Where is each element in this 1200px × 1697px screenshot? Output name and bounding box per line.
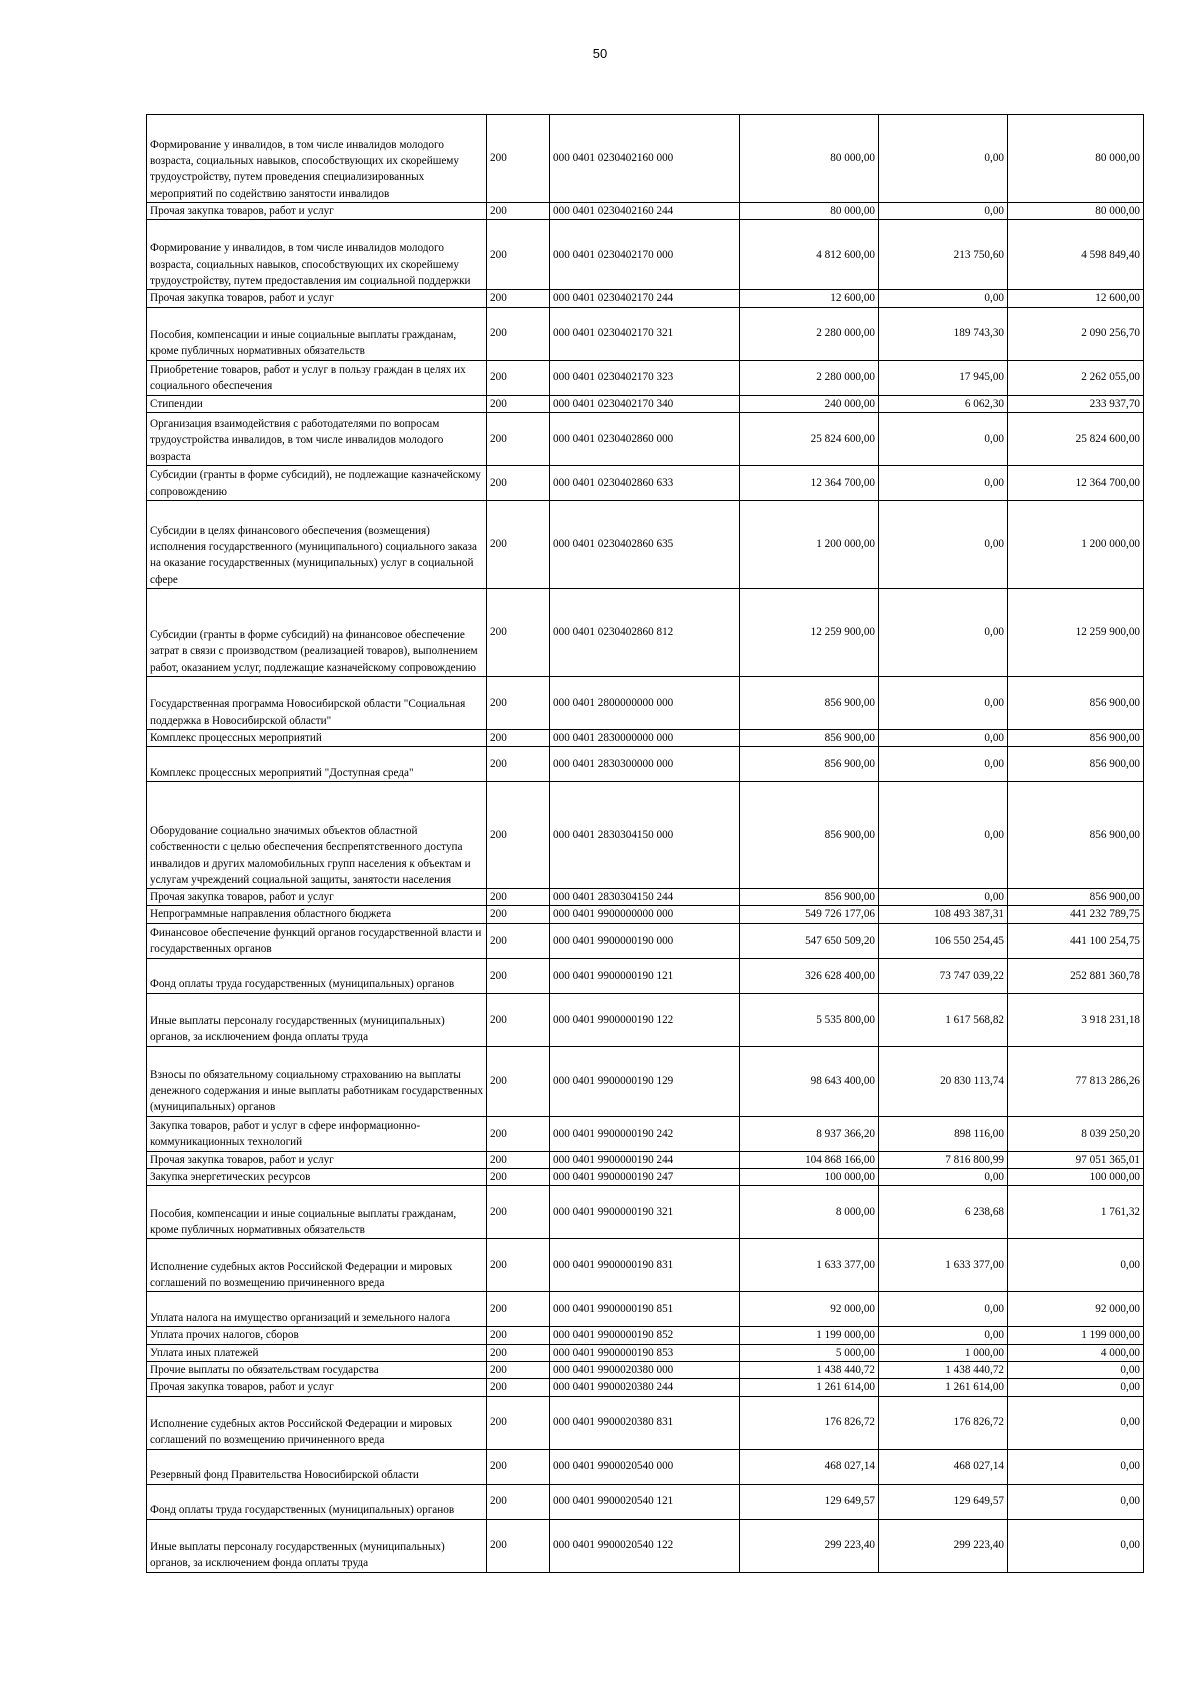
row-kbk-cell: 000 0401 0230402860 000 [550, 412, 740, 465]
row-approved-amount: 856 900,00 [740, 782, 879, 889]
row-executed-amount: 1 438 440,72 [879, 1361, 1008, 1378]
row-remaining-amount: 92 000,00 [1008, 1292, 1144, 1327]
row-approved-amount: 4 812 600,00 [740, 220, 879, 290]
table-row [147, 1169, 1144, 1186]
row-approved-amount: 856 900,00 [740, 747, 879, 782]
row-kbk-cell: 000 0401 9900000190 122 [550, 993, 740, 1046]
row-code-cell: 200 [487, 395, 550, 412]
row-remaining-amount: 856 900,00 [1008, 747, 1144, 782]
row-executed-amount: 213 750,60 [879, 220, 1008, 290]
row-name-cell: Пособия, компенсации и иные социальные выплаты гражданам, кроме публичных нормативных обязательств [147, 307, 487, 360]
row-executed-amount: 1 617 568,82 [879, 993, 1008, 1046]
row-code-cell: 200 [487, 729, 550, 746]
row-executed-amount: 6 238,68 [879, 1186, 1008, 1239]
row-name-cell: Стипендии [147, 395, 487, 412]
row-approved-amount: 5 000,00 [740, 1344, 879, 1361]
row-executed-amount: 0,00 [879, 412, 1008, 465]
row-executed-amount: 0,00 [879, 1169, 1008, 1186]
row-kbk-cell: 000 0401 0230402170 340 [550, 395, 740, 412]
row-executed-amount: 7 816 800,99 [879, 1151, 1008, 1168]
row-name-cell: Непрограммные направления областного бюджета [147, 906, 487, 923]
row-remaining-amount: 12 364 700,00 [1008, 465, 1144, 500]
row-name-cell: Закупка энергетических ресурсов [147, 1169, 487, 1186]
table-row [147, 923, 1144, 958]
row-approved-amount: 176 826,72 [740, 1396, 879, 1449]
table-row [147, 1396, 1144, 1449]
row-executed-amount: 0,00 [879, 782, 1008, 889]
row-kbk-cell: 000 0401 9900020380 244 [550, 1379, 740, 1396]
table-row [147, 1484, 1144, 1519]
row-approved-amount: 856 900,00 [740, 729, 879, 746]
row-kbk-cell: 000 0401 2830304150 244 [550, 889, 740, 906]
row-name-cell: Пособия, компенсации и иные социальные выплаты гражданам, кроме публичных нормативных обязательств [147, 1186, 487, 1239]
row-approved-amount: 100 000,00 [740, 1169, 879, 1186]
row-remaining-amount: 25 824 600,00 [1008, 412, 1144, 465]
row-executed-amount: 73 747 039,22 [879, 958, 1008, 993]
table-row [147, 993, 1144, 1046]
row-kbk-cell: 000 0401 9900000190 852 [550, 1327, 740, 1344]
row-code-cell: 200 [487, 115, 550, 203]
row-executed-amount: 1 633 377,00 [879, 1239, 1008, 1292]
row-remaining-amount: 80 000,00 [1008, 203, 1144, 220]
row-kbk-cell: 000 0401 0230402170 244 [550, 290, 740, 307]
row-executed-amount: 129 649,57 [879, 1484, 1008, 1519]
table-row [147, 395, 1144, 412]
row-remaining-amount: 233 937,70 [1008, 395, 1144, 412]
row-name-cell: Уплата налога на имущество организаций и земельного налога [147, 1292, 487, 1327]
table-row [147, 1239, 1144, 1292]
row-remaining-amount: 12 600,00 [1008, 290, 1144, 307]
row-executed-amount: 6 062,30 [879, 395, 1008, 412]
table-row [147, 290, 1144, 307]
table-row [147, 1449, 1144, 1484]
row-remaining-amount: 856 900,00 [1008, 676, 1144, 729]
row-kbk-cell: 000 0401 9900020540 122 [550, 1519, 740, 1572]
row-executed-amount: 176 826,72 [879, 1396, 1008, 1449]
row-executed-amount: 0,00 [879, 500, 1008, 588]
row-executed-amount: 0,00 [879, 747, 1008, 782]
row-executed-amount: 299 223,40 [879, 1519, 1008, 1572]
row-kbk-cell: 000 0401 9900000190 000 [550, 923, 740, 958]
row-remaining-amount: 856 900,00 [1008, 782, 1144, 889]
row-remaining-amount: 100 000,00 [1008, 1169, 1144, 1186]
page-number: 50 [592, 46, 608, 61]
row-remaining-amount: 441 100 254,75 [1008, 923, 1144, 958]
row-kbk-cell: 000 0401 9900020540 121 [550, 1484, 740, 1519]
row-code-cell: 200 [487, 923, 550, 958]
row-approved-amount: 856 900,00 [740, 676, 879, 729]
row-code-cell: 200 [487, 676, 550, 729]
row-kbk-cell: 000 0401 0230402170 321 [550, 307, 740, 360]
row-code-cell: 200 [487, 747, 550, 782]
row-name-cell: Государственная программа Новосибирской области "Социальная поддержка в Новосибирской области" [147, 676, 487, 729]
row-code-cell: 200 [487, 412, 550, 465]
row-name-cell: Иные выплаты персоналу государственных (муниципальных) органов, за исключением фонда оплаты труда [147, 1519, 487, 1572]
row-code-cell: 200 [487, 889, 550, 906]
row-approved-amount: 1 200 000,00 [740, 500, 879, 588]
table-row [147, 203, 1144, 220]
row-code-cell: 200 [487, 1292, 550, 1327]
table-row [147, 500, 1144, 588]
row-code-cell: 200 [487, 203, 550, 220]
table-row [147, 1379, 1144, 1396]
row-approved-amount: 80 000,00 [740, 203, 879, 220]
table-row [147, 465, 1144, 500]
row-kbk-cell: 000 0401 0230402170 000 [550, 220, 740, 290]
table-row [147, 1046, 1144, 1116]
table-row [147, 588, 1144, 676]
row-code-cell: 200 [487, 1484, 550, 1519]
row-executed-amount: 0,00 [879, 729, 1008, 746]
row-kbk-cell: 000 0401 2830304150 000 [550, 782, 740, 889]
row-executed-amount: 0,00 [879, 115, 1008, 203]
row-kbk-cell: 000 0401 9900020380 831 [550, 1396, 740, 1449]
row-kbk-cell: 000 0401 0230402160 000 [550, 115, 740, 203]
row-executed-amount: 0,00 [879, 889, 1008, 906]
table-row [147, 412, 1144, 465]
table-row [147, 1186, 1144, 1239]
table-row [147, 307, 1144, 360]
row-name-cell: Прочая закупка товаров, работ и услуг [147, 203, 487, 220]
row-remaining-amount: 1 199 000,00 [1008, 1327, 1144, 1344]
table-row [147, 1151, 1144, 1168]
row-name-cell: Формирование у инвалидов, в том числе инвалидов молодого возраста, социальных навыков, способствующих их скорейшему трудоустройству, путем проведения специализированных мероприятий по содействию занятости инвалидов [147, 115, 487, 203]
row-remaining-amount: 2 262 055,00 [1008, 360, 1144, 395]
row-executed-amount: 0,00 [879, 588, 1008, 676]
row-name-cell: Субсидии в целях финансового обеспечения (возмещения) исполнения государственного (муниципального) социального заказа на оказание государственных (муниципальных) услуг в социальной сфере [147, 500, 487, 588]
row-code-cell: 200 [487, 1151, 550, 1168]
row-code-cell: 200 [487, 307, 550, 360]
table-row [147, 747, 1144, 782]
row-remaining-amount: 1 200 000,00 [1008, 500, 1144, 588]
row-code-cell: 200 [487, 958, 550, 993]
row-approved-amount: 5 535 800,00 [740, 993, 879, 1046]
table-row [147, 1344, 1144, 1361]
row-remaining-amount: 80 000,00 [1008, 115, 1144, 203]
table-row [147, 729, 1144, 746]
row-executed-amount: 0,00 [879, 676, 1008, 729]
row-executed-amount: 1 000,00 [879, 1344, 1008, 1361]
row-approved-amount: 1 199 000,00 [740, 1327, 879, 1344]
row-kbk-cell: 000 0401 9900000190 244 [550, 1151, 740, 1168]
row-approved-amount: 98 643 400,00 [740, 1046, 879, 1116]
row-kbk-cell: 000 0401 0230402170 323 [550, 360, 740, 395]
row-executed-amount: 0,00 [879, 203, 1008, 220]
row-name-cell: Резервный фонд Правительства Новосибирской области [147, 1449, 487, 1484]
row-remaining-amount: 3 918 231,18 [1008, 993, 1144, 1046]
row-approved-amount: 12 600,00 [740, 290, 879, 307]
row-name-cell: Фонд оплаты труда государственных (муниципальных) органов [147, 1484, 487, 1519]
row-remaining-amount: 0,00 [1008, 1239, 1144, 1292]
row-remaining-amount: 0,00 [1008, 1361, 1144, 1378]
row-kbk-cell: 000 0401 9900000190 242 [550, 1116, 740, 1151]
row-approved-amount: 104 868 166,00 [740, 1151, 879, 1168]
table-row [147, 906, 1144, 923]
row-approved-amount: 12 259 900,00 [740, 588, 879, 676]
budget-execution-table [146, 114, 1144, 1573]
row-executed-amount: 20 830 113,74 [879, 1046, 1008, 1116]
row-name-cell: Исполнение судебных актов Российской Федерации и мировых соглашений по возмещению причиненного вреда [147, 1396, 487, 1449]
row-code-cell: 200 [487, 290, 550, 307]
row-approved-amount: 129 649,57 [740, 1484, 879, 1519]
row-kbk-cell: 000 0401 0230402160 244 [550, 203, 740, 220]
row-approved-amount: 326 628 400,00 [740, 958, 879, 993]
row-code-cell: 200 [487, 1327, 550, 1344]
row-name-cell: Формирование у инвалидов, в том числе инвалидов молодого возраста, социальных навыков, способствующих их скорейшему трудоустройству, путем предоставления им социальной поддержки [147, 220, 487, 290]
row-remaining-amount: 4 000,00 [1008, 1344, 1144, 1361]
row-kbk-cell: 000 0401 0230402860 633 [550, 465, 740, 500]
row-code-cell: 200 [487, 1344, 550, 1361]
row-kbk-cell: 000 0401 0230402860 635 [550, 500, 740, 588]
row-name-cell: Субсидии (гранты в форме субсидий) на финансовое обеспечение затрат в связи с производством (реализацией товаров), выполнением работ, оказанием услуг, подлежащие казначейскому сопровождению [147, 588, 487, 676]
row-code-cell: 200 [487, 1116, 550, 1151]
row-remaining-amount: 77 813 286,26 [1008, 1046, 1144, 1116]
row-kbk-cell: 000 0401 9900000190 853 [550, 1344, 740, 1361]
table-row [147, 1327, 1144, 1344]
row-executed-amount: 17 945,00 [879, 360, 1008, 395]
row-remaining-amount: 1 761,32 [1008, 1186, 1144, 1239]
row-kbk-cell: 000 0401 9900000000 000 [550, 906, 740, 923]
row-code-cell: 200 [487, 993, 550, 1046]
row-remaining-amount: 856 900,00 [1008, 889, 1144, 906]
row-executed-amount: 108 493 387,31 [879, 906, 1008, 923]
row-kbk-cell: 000 0401 9900000190 831 [550, 1239, 740, 1292]
row-remaining-amount: 2 090 256,70 [1008, 307, 1144, 360]
row-name-cell: Прочая закупка товаров, работ и услуг [147, 1379, 487, 1396]
row-kbk-cell: 000 0401 9900000190 321 [550, 1186, 740, 1239]
table-row [147, 1116, 1144, 1151]
row-name-cell: Оборудование социально значимых объектов областной собственности с целью обеспечения беспрепятственного доступа инвалидов и других маломобильных групп населения к объектам и услугам учреждений социальной защиты, занятости населения [147, 782, 487, 889]
row-executed-amount: 189 743,30 [879, 307, 1008, 360]
row-kbk-cell: 000 0401 0230402860 812 [550, 588, 740, 676]
row-code-cell: 200 [487, 588, 550, 676]
row-name-cell: Приобретение товаров, работ и услуг в пользу граждан в целях их социального обеспечения [147, 360, 487, 395]
row-kbk-cell: 000 0401 9900020380 000 [550, 1361, 740, 1378]
row-executed-amount: 0,00 [879, 465, 1008, 500]
row-name-cell: Прочая закупка товаров, работ и услуг [147, 1151, 487, 1168]
row-remaining-amount: 4 598 849,40 [1008, 220, 1144, 290]
row-approved-amount: 1 261 614,00 [740, 1379, 879, 1396]
row-approved-amount: 8 937 366,20 [740, 1116, 879, 1151]
table-row [147, 220, 1144, 290]
row-code-cell: 200 [487, 360, 550, 395]
row-remaining-amount: 8 039 250,20 [1008, 1116, 1144, 1151]
row-approved-amount: 549 726 177,06 [740, 906, 879, 923]
row-remaining-amount: 0,00 [1008, 1484, 1144, 1519]
row-executed-amount: 106 550 254,45 [879, 923, 1008, 958]
row-name-cell: Взносы по обязательному социальному страхованию на выплаты денежного содержания и иные выплаты работникам государственных (муниципальных) органов [147, 1046, 487, 1116]
table-row [147, 360, 1144, 395]
table-row [147, 889, 1144, 906]
row-approved-amount: 92 000,00 [740, 1292, 879, 1327]
row-code-cell: 200 [487, 220, 550, 290]
row-approved-amount: 1 633 377,00 [740, 1239, 879, 1292]
row-approved-amount: 12 364 700,00 [740, 465, 879, 500]
row-kbk-cell: 000 0401 9900000190 121 [550, 958, 740, 993]
table-row [147, 1519, 1144, 1572]
row-kbk-cell: 000 0401 9900000190 851 [550, 1292, 740, 1327]
row-name-cell: Прочие выплаты по обязательствам государства [147, 1361, 487, 1378]
row-name-cell: Финансовое обеспечение функций органов государственной власти и государственных органов [147, 923, 487, 958]
row-code-cell: 200 [487, 1361, 550, 1378]
row-approved-amount: 2 280 000,00 [740, 360, 879, 395]
row-remaining-amount: 252 881 360,78 [1008, 958, 1144, 993]
row-code-cell: 200 [487, 1396, 550, 1449]
row-kbk-cell: 000 0401 2830300000 000 [550, 747, 740, 782]
row-approved-amount: 299 223,40 [740, 1519, 879, 1572]
row-remaining-amount: 441 232 789,75 [1008, 906, 1144, 923]
row-executed-amount: 1 261 614,00 [879, 1379, 1008, 1396]
table-row [147, 676, 1144, 729]
row-remaining-amount: 856 900,00 [1008, 729, 1144, 746]
row-executed-amount: 898 116,00 [879, 1116, 1008, 1151]
row-remaining-amount: 0,00 [1008, 1396, 1144, 1449]
row-approved-amount: 8 000,00 [740, 1186, 879, 1239]
row-remaining-amount: 12 259 900,00 [1008, 588, 1144, 676]
table-row [147, 115, 1144, 203]
row-code-cell: 200 [487, 1046, 550, 1116]
row-kbk-cell: 000 0401 9900020540 000 [550, 1449, 740, 1484]
table-row [147, 1361, 1144, 1378]
row-kbk-cell: 000 0401 9900000190 129 [550, 1046, 740, 1116]
row-code-cell: 200 [487, 782, 550, 889]
row-name-cell: Прочая закупка товаров, работ и услуг [147, 889, 487, 906]
row-name-cell: Организация взаимодействия с работодателями по вопросам трудоустройства инвалидов, в том числе инвалидов молодого возраста [147, 412, 487, 465]
row-approved-amount: 856 900,00 [740, 889, 879, 906]
row-approved-amount: 468 027,14 [740, 1449, 879, 1484]
row-kbk-cell: 000 0401 2800000000 000 [550, 676, 740, 729]
row-executed-amount: 0,00 [879, 290, 1008, 307]
row-code-cell: 200 [487, 500, 550, 588]
row-approved-amount: 2 280 000,00 [740, 307, 879, 360]
table-row [147, 782, 1144, 889]
row-remaining-amount: 97 051 365,01 [1008, 1151, 1144, 1168]
row-kbk-cell: 000 0401 9900000190 247 [550, 1169, 740, 1186]
table-row [147, 1292, 1144, 1327]
row-code-cell: 200 [487, 465, 550, 500]
row-name-cell: Фонд оплаты труда государственных (муниципальных) органов [147, 958, 487, 993]
row-approved-amount: 240 000,00 [740, 395, 879, 412]
row-kbk-cell: 000 0401 2830000000 000 [550, 729, 740, 746]
row-name-cell: Исполнение судебных актов Российской Федерации и мировых соглашений по возмещению причиненного вреда [147, 1239, 487, 1292]
row-code-cell: 200 [487, 1169, 550, 1186]
row-code-cell: 200 [487, 1379, 550, 1396]
row-name-cell: Иные выплаты персоналу государственных (муниципальных) органов, за исключением фонда оплаты труда [147, 993, 487, 1046]
row-name-cell: Прочая закупка товаров, работ и услуг [147, 290, 487, 307]
row-name-cell: Комплекс процессных мероприятий "Доступная среда" [147, 747, 487, 782]
row-code-cell: 200 [487, 1449, 550, 1484]
row-executed-amount: 0,00 [879, 1327, 1008, 1344]
row-approved-amount: 80 000,00 [740, 115, 879, 203]
row-remaining-amount: 0,00 [1008, 1379, 1144, 1396]
row-name-cell: Закупка товаров, работ и услуг в сфере информационно-коммуникационных технологий [147, 1116, 487, 1151]
row-name-cell: Комплекс процессных мероприятий [147, 729, 487, 746]
row-approved-amount: 547 650 509,20 [740, 923, 879, 958]
row-remaining-amount: 0,00 [1008, 1519, 1144, 1572]
row-code-cell: 200 [487, 906, 550, 923]
row-remaining-amount: 0,00 [1008, 1449, 1144, 1484]
row-code-cell: 200 [487, 1239, 550, 1292]
row-name-cell: Субсидии (гранты в форме субсидий), не подлежащие казначейскому сопровождению [147, 465, 487, 500]
row-code-cell: 200 [487, 1186, 550, 1239]
row-executed-amount: 0,00 [879, 1292, 1008, 1327]
table-row [147, 958, 1144, 993]
row-approved-amount: 1 438 440,72 [740, 1361, 879, 1378]
row-name-cell: Уплата иных платежей [147, 1344, 487, 1361]
table-body [147, 115, 1144, 1573]
row-name-cell: Уплата прочих налогов, сборов [147, 1327, 487, 1344]
row-approved-amount: 25 824 600,00 [740, 412, 879, 465]
row-code-cell: 200 [487, 1519, 550, 1572]
row-executed-amount: 468 027,14 [879, 1449, 1008, 1484]
